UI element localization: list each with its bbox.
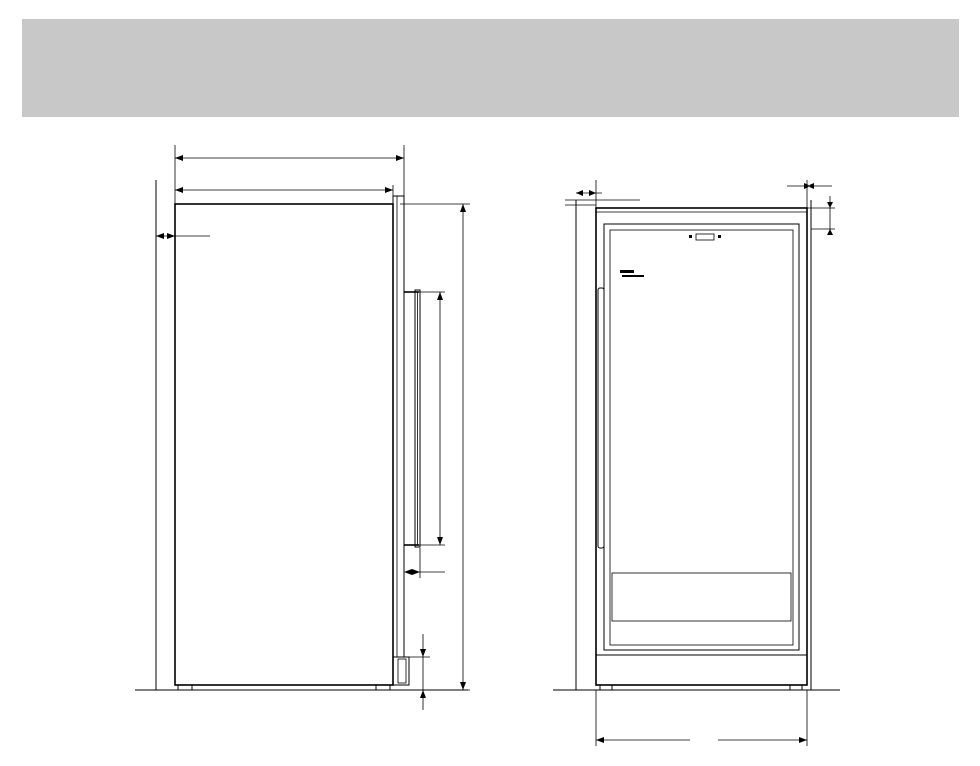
- cabinet-body-side: [175, 204, 393, 685]
- door-side: [393, 196, 404, 657]
- dim-77: [409, 634, 430, 710]
- dim-750: [419, 292, 445, 545]
- dim-1390: [400, 204, 470, 690]
- control-panel: [689, 234, 721, 240]
- plinth-side: [393, 657, 409, 685]
- ventilation-grille: [596, 655, 807, 685]
- door-handle-front: [598, 288, 604, 548]
- front-view: [553, 180, 840, 747]
- dim-40: [404, 548, 445, 578]
- dim-80: [156, 233, 210, 239]
- brand-logo-mark: [620, 270, 644, 277]
- dim-677: [175, 145, 404, 204]
- cabinet-body-front: [596, 208, 807, 685]
- bottom-shelf: [612, 573, 791, 621]
- dim-630: [175, 185, 393, 204]
- dim-595: [596, 690, 807, 747]
- side-view: [135, 145, 470, 710]
- door-handle-side: [404, 290, 420, 547]
- dim-50-right: [787, 180, 832, 208]
- glass-door: [604, 224, 799, 650]
- dim-30: [770, 196, 835, 235]
